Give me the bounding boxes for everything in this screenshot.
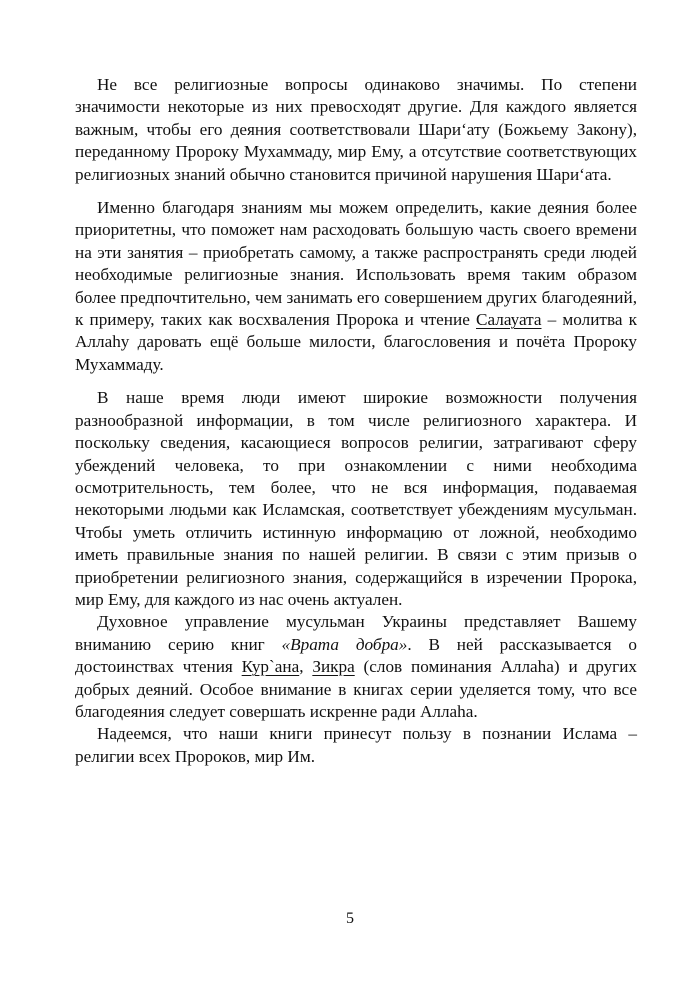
book-series-title: «Врата добра» [281,634,408,654]
page-number: 5 [346,910,354,927]
paragraph-text: Именно благодаря знаниям мы можем определить, какие деяния более приоритетны, что поможет нам расходовать большую часть своего времени на эти занятия – приобретать самому, а также распространять среди людей необходимые религиозные знания. Использовать время таким образом более предпочтительно, чем занимать его совершением других благодеяний, к примеру, таких как восхваления Пророка и чтение [75,198,637,330]
term-zikr: Зикра [312,657,355,677]
paragraph-text: , [299,657,313,677]
paragraph-text: Духовное управление мусульман Украины представляет Вашему вниманию серию книг [75,612,637,654]
term-quran: Кур`ана [241,657,300,677]
paragraph-text: . В ней рассказывается о достоинствах чтения [75,634,638,677]
paragraph-text: – молитва к Аллаhу даровать ещё больше милости, благословения и почёта Пророку Мухаммаду. [75,310,637,374]
paragraph-information-caution: В наше время люди имеют широкие возможности получения разнообразной информации, в том числе религиозного характера. И поскольку сведения, касающиеся вопросов религии, затрагивают сферу убеждений человека, то при ознакомлении с ними необходима осмотрительность, тем более, что не вся информация, подаваемая некоторыми людьми как Исламская, соответствует убеждениям мусульман. Чтобы уметь отличить истинную информацию от ложной, необходимо иметь правильные знания по нашей религии. В связи с этим призыв о приобретении религиозного знания, содержащийся в изречении Пророка, мир Ему, для каждого из нас очень актуален. [75,388,637,609]
paragraph-priority-of-knowledge [75,197,637,376]
paragraph-closing-wish: Надеемся, что наши книги принесут пользу в познании Ислама – религии всех Пророков, мир Им. [75,724,637,766]
page-body [75,74,637,768]
paragraph-text: (слов поминания Аллаhа) и других добрых деяний. Особое внимание в книгах серии уделяется тому, что все благодеяния следует совершать искренне ради Аллаhа. [75,657,638,721]
paragraph-religious-questions: Не все религиозные вопросы одинаково значимы. По степени значимости некоторые из них превосходят другие. Для каждого является важным, чтобы его деяния соответствовали Шари‘ату (Божьему Закону), переданному Пророку Мухаммаду, мир Ему, а отсутствие соответствующих религиозных знаний обычно становится причиной нарушения Шари‘ата. [75,75,637,184]
paragraph-book-series [75,611,637,723]
term-salawat: Салауата [476,310,542,330]
